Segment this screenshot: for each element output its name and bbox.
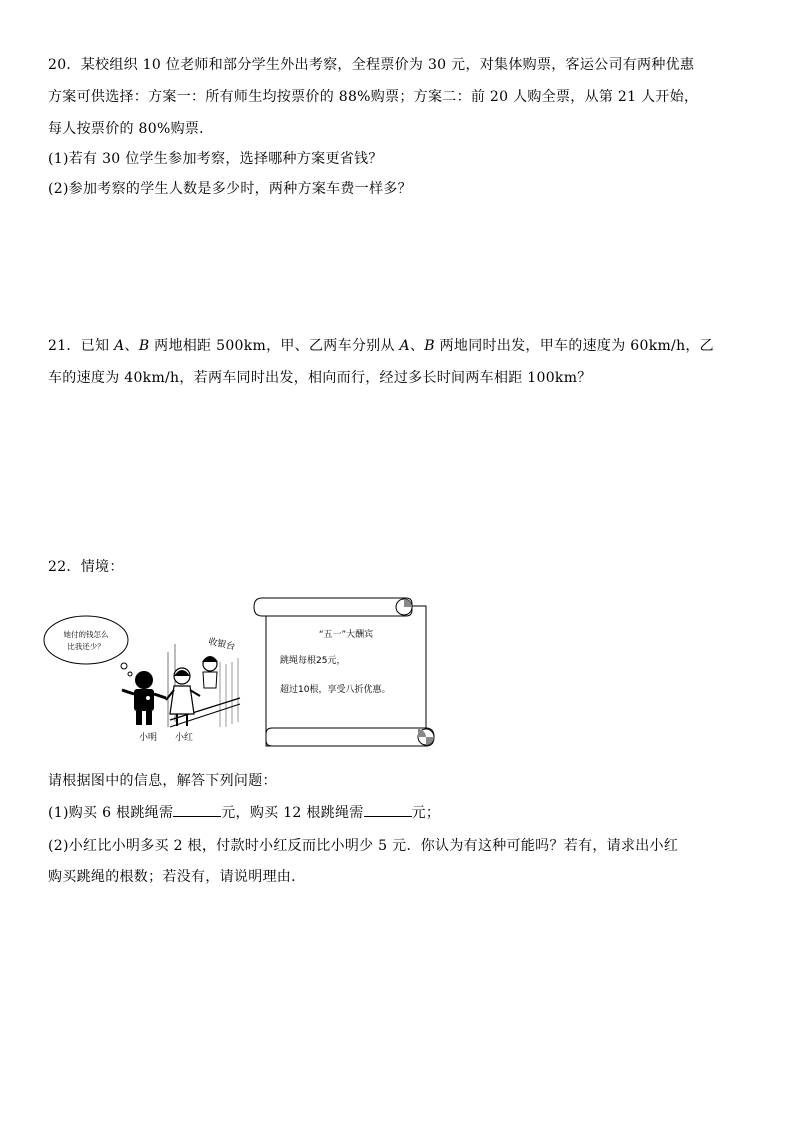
scenario-illustration — [40, 592, 440, 752]
counter-label: 收银台 — [207, 637, 236, 653]
q21-text: 21．已知 — [48, 338, 115, 354]
q20-part-2: (2)参加考察的学生人数是多少时，两种方案车费一样多？ — [48, 181, 412, 197]
q21-line-2: 车的速度为 40km/h，若两车同时出发，相向而行，经过多长时间两车相距 100km？ — [48, 370, 592, 386]
cashier-figure — [202, 656, 218, 688]
answer-blank-2[interactable] — [364, 804, 412, 817]
point-b: B — [138, 338, 150, 354]
q22-part-2-line-1: (2)小红比小明多买 2 根，付款时小红反而比小明少 5 元．你认为有这种可能吗？若有，请求出小红 — [48, 838, 679, 854]
xiaohong-figure — [166, 668, 200, 726]
q20-line-2: 方案可供选择：方案一：所有师生均按票价的 88%购票；方案二：前 20 人购全票，从第 21 人开始， — [48, 89, 699, 105]
q22-intro: 请根据图中的信息，解答下列问题： — [48, 773, 277, 789]
q21-text: 两地相距 500km，甲、乙两车分别从 — [149, 338, 400, 354]
xiaoming-figure — [122, 671, 166, 725]
answer-blank-1[interactable] — [173, 804, 221, 817]
q22-p1-text: (1)购买 6 根跳绳需 — [48, 805, 174, 821]
point-a: A — [399, 338, 410, 354]
q22-title: 22．情境： — [48, 559, 124, 575]
point-b: B — [424, 338, 435, 354]
q21-line-1 — [48, 335, 714, 355]
scroll-line-1: 跳绳每根25元， — [280, 656, 346, 666]
q20-part-1: (1)若有 30 位学生参加考察，选择哪种方案更省钱？ — [48, 151, 383, 167]
point-a: A — [114, 338, 125, 354]
bubble-text-2: 比我还少？ — [67, 642, 105, 651]
q21-text: 两地同时出发，甲车的速度为 60km/h，乙 — [434, 338, 714, 354]
q22-p1-text: 元，购买 12 根跳绳需 — [221, 805, 364, 821]
q21-sep: 、 — [409, 338, 425, 354]
q21-sep: 、 — [124, 338, 139, 354]
q22-part-1 — [48, 802, 440, 822]
label-xiaoming: 小明 — [138, 733, 158, 743]
scroll-line-2: 超过10根，享受八折优惠。 — [280, 685, 391, 695]
q22-p1-text: 元； — [411, 805, 441, 821]
scroll-title: “五一”大酬宾 — [318, 630, 374, 640]
thought-bubble — [44, 616, 132, 676]
q22-part-2-line-2: 购买跳绳的根数；若没有，请说明理由． — [48, 869, 306, 885]
label-xiaohong: 小红 — [174, 733, 194, 743]
q20-line-1: 20．某校组织 10 位老师和部分学生外出考察，全程票价为 30 元，对集体购票，客运公司有两种优惠 — [48, 57, 695, 73]
promotion-scroll — [254, 598, 434, 746]
q20-line-3: 每人按票价的 80%购票． — [48, 121, 214, 137]
bubble-text-1: 她付的钱怎么 — [63, 630, 109, 639]
